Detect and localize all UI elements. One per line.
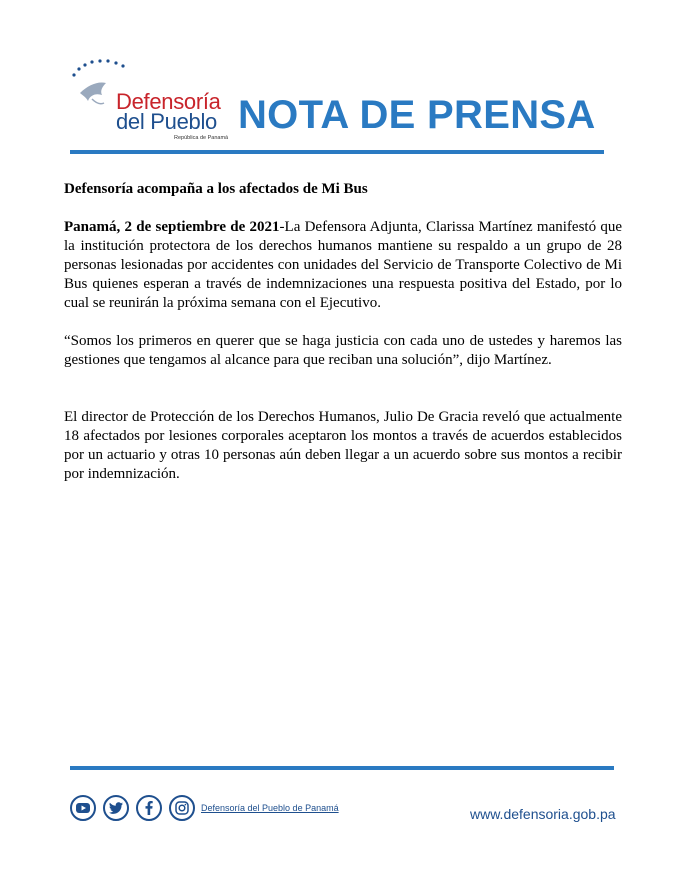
twitter-icon[interactable] — [103, 795, 129, 821]
instagram-icon[interactable] — [169, 795, 195, 821]
article-paragraph-2: “Somos los primeros en querer que se haga justicia con cada uno de ustedes y haremos las gestiones que tengamos al alcance para que reciban una solución”, dijo Martínez. — [64, 333, 622, 368]
defensoria-logo — [70, 55, 240, 145]
header-divider — [70, 150, 604, 154]
footer-divider — [70, 766, 614, 770]
press-release-title: NOTA DE PRENSA — [238, 93, 596, 137]
header — [70, 55, 610, 155]
article-paragraph-1 — [64, 218, 622, 313]
website-link[interactable]: www.defensoria.gob.pa — [470, 806, 616, 822]
article-paragraph-1-text: -La Defensora Adjunta, Clarissa Martínez manifestó que la institución protectora de los derechos humanos mantiene su respaldo a un grupo de 28 personas lesionadas por accidentes con unidades del Servicio de Transporte Colectivo de Mi Bus quienes esperan a través de indemnizaciones una respuesta positiva del Estado, por lo cual se reunirán la próxima semana con el Ejecutivo. — [64, 219, 622, 311]
social-handle-link[interactable]: Defensoría del Pueblo de Panamá — [201, 803, 339, 813]
facebook-icon[interactable] — [136, 795, 162, 821]
youtube-icon[interactable] — [70, 795, 96, 821]
article-headline: Defensoría acompaña a los afectados de Mi Bus — [64, 181, 368, 197]
article-body — [64, 180, 622, 484]
article-dateline: Panamá, 2 de septiembre de 2021 — [64, 219, 280, 235]
article-paragraph-3: El director de Protección de los Derechos Humanos, Julio De Gracia reveló que actualmente 18 afectados por lesiones corporales aceptaron los montos a través de acuerdos establecidos por un actuario y otras 10 personas aún deben llegar a un acuerdo sobre sus montos a recibir por indemnización. — [64, 409, 622, 482]
logo-text-del-pueblo: del Pueblo — [116, 109, 217, 134]
logo-text-defensoria: Defensoría — [116, 89, 221, 114]
logo-text-republica: República de Panamá — [174, 135, 229, 141]
